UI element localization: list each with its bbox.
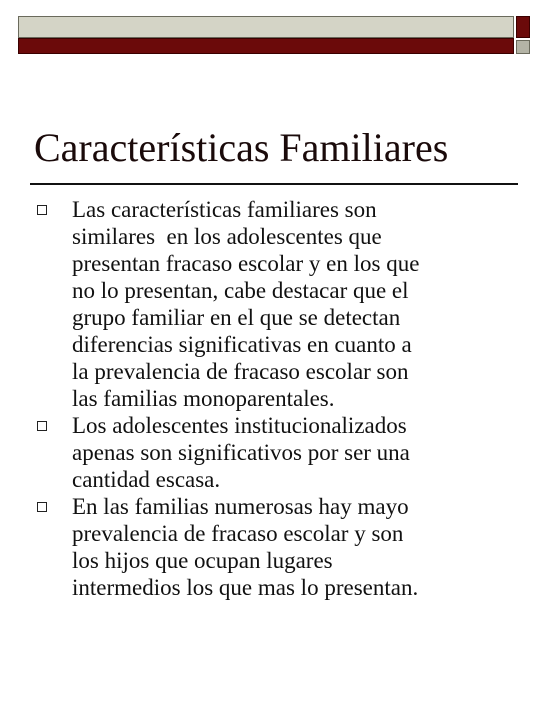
bullet-line: Las características familiares son <box>72 197 377 222</box>
bullet-line: En las familias numerosas hay mayo <box>72 494 409 519</box>
bullet-item-1 <box>34 196 504 412</box>
corner-square-gray <box>516 40 530 54</box>
bullet-line: apenas son significativos por ser una <box>72 440 410 465</box>
bullet-line: prevalencia de fracaso escolar y son <box>72 521 404 546</box>
bullet-line: la prevalencia de fracaso escolar son <box>72 359 409 384</box>
bullet-line: los hijos que ocupan lugares <box>72 548 333 573</box>
bullet-line: intermedios los que mas lo presentan. <box>72 575 419 600</box>
bullet-line: las familias monoparentales. <box>72 386 335 411</box>
title-divider <box>30 183 518 185</box>
corner-square-red <box>516 16 530 38</box>
bullet-line: cantidad escasa. <box>72 467 221 492</box>
hollow-square-icon <box>37 205 47 215</box>
bullet-line: grupo familiar en el que se detectan <box>72 305 401 330</box>
bullet-text-1 <box>72 196 504 412</box>
bullet-line: no lo presentan, cabe destacar que el <box>72 278 409 303</box>
bullet-line: Los adolescentes institucionalizados <box>72 413 407 438</box>
hollow-square-icon <box>37 502 47 512</box>
bullet-item-2 <box>34 412 504 493</box>
bullet-text-3 <box>72 493 504 601</box>
header-banner-gray <box>18 16 514 38</box>
header-banner-red <box>18 38 514 54</box>
bullet-item-3 <box>34 493 504 601</box>
slide-title: Características Familiares <box>34 125 449 170</box>
bullet-text-2 <box>72 412 504 493</box>
bullet-list <box>34 196 504 601</box>
hollow-square-icon <box>37 421 47 431</box>
bullet-line: similares en los adolescentes que <box>72 224 382 249</box>
bullet-line: presentan fracaso escolar y en los que <box>72 251 420 276</box>
bullet-line: diferencias significativas en cuanto a <box>72 332 412 357</box>
